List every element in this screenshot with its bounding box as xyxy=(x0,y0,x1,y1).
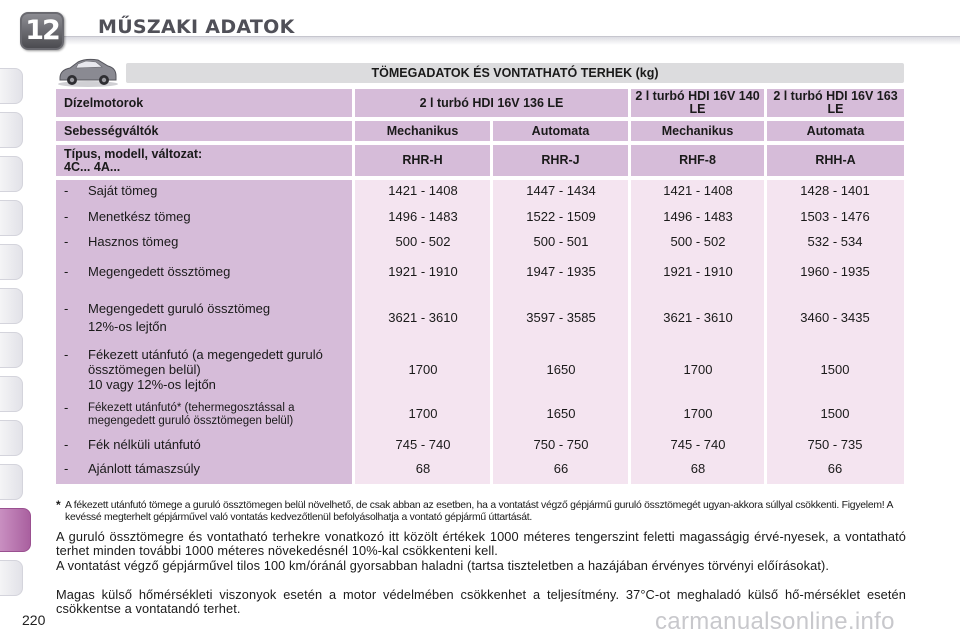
row-value: 1522 - 1509 xyxy=(526,209,596,224)
row-value: 1650 xyxy=(546,406,576,421)
chapter-tab[interactable] xyxy=(0,464,23,500)
engine-163: 2 l turbó HDI 16V 163 LE xyxy=(767,89,904,117)
type-4: RHH-A xyxy=(767,145,904,176)
row-value: 500 - 502 xyxy=(395,234,451,249)
row-dash: - xyxy=(64,301,69,316)
row-value: 68 xyxy=(690,461,706,476)
type-3: RHF-8 xyxy=(631,145,764,176)
row-value: 1500 xyxy=(820,362,850,377)
row-value: 745 - 740 xyxy=(670,437,726,452)
page-header xyxy=(0,0,960,52)
watermark: carmanualsonline.info xyxy=(655,608,895,635)
row-label: Megengedett össztömeg xyxy=(88,264,231,279)
footnote-star: * xyxy=(56,498,61,512)
row-value: 1503 - 1476 xyxy=(800,209,870,224)
chapter-tabs xyxy=(0,40,26,600)
row-dash: - xyxy=(64,400,69,415)
chapter-tab[interactable] xyxy=(0,420,23,456)
row-value: 3621 - 3610 xyxy=(388,310,458,325)
row-label: Menetkész tömeg xyxy=(88,209,191,224)
row-value: 1496 - 1483 xyxy=(388,209,458,224)
chapter-tab[interactable] xyxy=(0,112,23,148)
row-value: 745 - 740 xyxy=(395,437,451,452)
row-dash: - xyxy=(64,437,69,452)
page-number: 220 xyxy=(22,612,46,628)
gearbox-2: Automata xyxy=(493,121,628,141)
row-value: 3597 - 3585 xyxy=(526,310,596,325)
page-title: MŰSZAKI ADATOK xyxy=(98,16,295,38)
table-row xyxy=(56,301,904,337)
row-label: Ajánlott támaszsúly xyxy=(88,461,200,476)
engine-136: 2 l turbó HDI 16V 136 LE xyxy=(355,89,628,117)
chapter-tab[interactable] xyxy=(0,244,23,280)
chapter-tab[interactable] xyxy=(0,376,23,412)
paragraph: Magas külső hőmérsékleti viszonyok esetén a motor védelmében csökkenhet a teljesítmény. 37°C-ot meghaladó külső hő-mérséklet esetén csökkentse a vontatandó terhet. xyxy=(56,587,906,616)
row-value: 1421 - 1408 xyxy=(388,183,458,198)
section-title: TÖMEGADATOK ÉS VONTATHATÓ TERHEK (kg) xyxy=(126,63,904,83)
row-value: 66 xyxy=(553,461,569,476)
gearbox-row-label: Sebességváltók xyxy=(56,121,352,141)
engine-row xyxy=(56,89,904,117)
chapter-tab[interactable] xyxy=(0,156,23,192)
row-value: 68 xyxy=(415,461,431,476)
row-value: 532 - 534 xyxy=(807,234,863,249)
row-value: 1447 - 1434 xyxy=(526,183,596,198)
row-dash: - xyxy=(64,234,69,249)
paragraph: A vontatást végző gépjárművel tilos 100 km/óránál gyorsabban haladni (tartsa tiszteletben a hazájában érvényes törvényi előírásokat). xyxy=(56,558,830,573)
row-value: 1700 xyxy=(408,362,438,377)
row-value: 500 - 501 xyxy=(533,234,589,249)
row-value: 1428 - 1401 xyxy=(800,183,870,198)
row-label: Fék nélküli utánfutó xyxy=(88,437,201,452)
row-value: 1947 - 1935 xyxy=(526,264,596,279)
row-value: 1421 - 1408 xyxy=(663,183,733,198)
chapter-tab[interactable] xyxy=(0,288,23,324)
type-label-line2: 4C... 4A... xyxy=(64,159,121,174)
car-icon xyxy=(56,56,120,88)
type-row xyxy=(56,145,904,176)
row-dash: - xyxy=(64,209,69,224)
engine-row-label: Dízelmotorok xyxy=(56,89,352,117)
row-dash: - xyxy=(64,461,69,476)
row-value: 1921 - 1910 xyxy=(388,264,458,279)
chapter-tab[interactable] xyxy=(0,200,23,236)
gearbox-3: Mechanikus xyxy=(631,121,764,141)
row-label: Saját tömeg xyxy=(88,183,158,198)
row-label: Megengedett guruló össztömeg xyxy=(88,301,271,316)
table-row xyxy=(56,402,904,430)
row-dash: - xyxy=(64,183,69,198)
row-value: 1960 - 1935 xyxy=(800,264,870,279)
chapter-tab-active[interactable] xyxy=(0,508,31,552)
row-value: 500 - 502 xyxy=(670,234,726,249)
gearbox-4: Automata xyxy=(767,121,904,141)
table-row xyxy=(56,347,904,395)
row-dash: - xyxy=(64,347,69,362)
row-value: 1700 xyxy=(683,406,713,421)
row-value: 1921 - 1910 xyxy=(663,264,733,279)
footnote-text: A fékezett utánfutó tömege a guruló össztömegen belül növelhető, de csak abban az esetben, ha a vontatást végző gépjármű guruló össztömegét ugyan-akkora súllyal csökkenti. Figyelem! A kevéssé megterhelt gépjárművel való vontatás kedvezőtlenül befolyásolhatja a vontató gépjármű úttartását. xyxy=(65,500,893,523)
row-value: 1496 - 1483 xyxy=(663,209,733,224)
type-label-line1: Típus, modell, változat: xyxy=(64,146,203,161)
row-value: 66 xyxy=(827,461,843,476)
row-label: Fékezett utánfutó (a megengedett guruló össztömegen belül) xyxy=(88,347,323,377)
type-2: RHR-J xyxy=(493,145,628,176)
row-dash: - xyxy=(64,264,69,279)
row-label: Fékezett utánfutó* (tehermegosztással a megengedett guruló össztömegen belül) xyxy=(88,402,295,427)
type-row-label xyxy=(56,145,352,176)
row-value: 1700 xyxy=(683,362,713,377)
row-sublabel: 12%-os lejtőn xyxy=(88,319,167,334)
engine-140: 2 l turbó HDI 16V 140 LE xyxy=(631,89,764,117)
type-1: RHR-H xyxy=(355,145,490,176)
chapter-tab[interactable] xyxy=(0,68,23,104)
row-value: 1650 xyxy=(546,362,576,377)
row-value: 1500 xyxy=(820,406,850,421)
row-label: Hasznos tömeg xyxy=(88,234,179,249)
row-value: 750 - 750 xyxy=(533,437,589,452)
gearbox-1: Mechanikus xyxy=(355,121,490,141)
chapter-tab[interactable] xyxy=(0,560,23,596)
row-value: 750 - 735 xyxy=(807,437,863,452)
row-value: 1700 xyxy=(408,406,438,421)
row-sublabel: 10 vagy 12%-os lejtőn xyxy=(88,377,216,392)
row-value: 3621 - 3610 xyxy=(663,310,733,325)
row-value: 3460 - 3435 xyxy=(800,310,870,325)
gearbox-row xyxy=(56,121,904,141)
chapter-number-badge: 12 xyxy=(20,12,64,50)
paragraph: A guruló össztömegre és vontatható terhekre vonatkozó itt közölt értékek 1000 méteres tengerszint feletti magasságig érvé-nyesek, a vontatható terhet minden további 1000 méteres növekedésnél 10%-kal csökkenteni kell. xyxy=(56,529,906,558)
chapter-tab[interactable] xyxy=(0,332,23,368)
